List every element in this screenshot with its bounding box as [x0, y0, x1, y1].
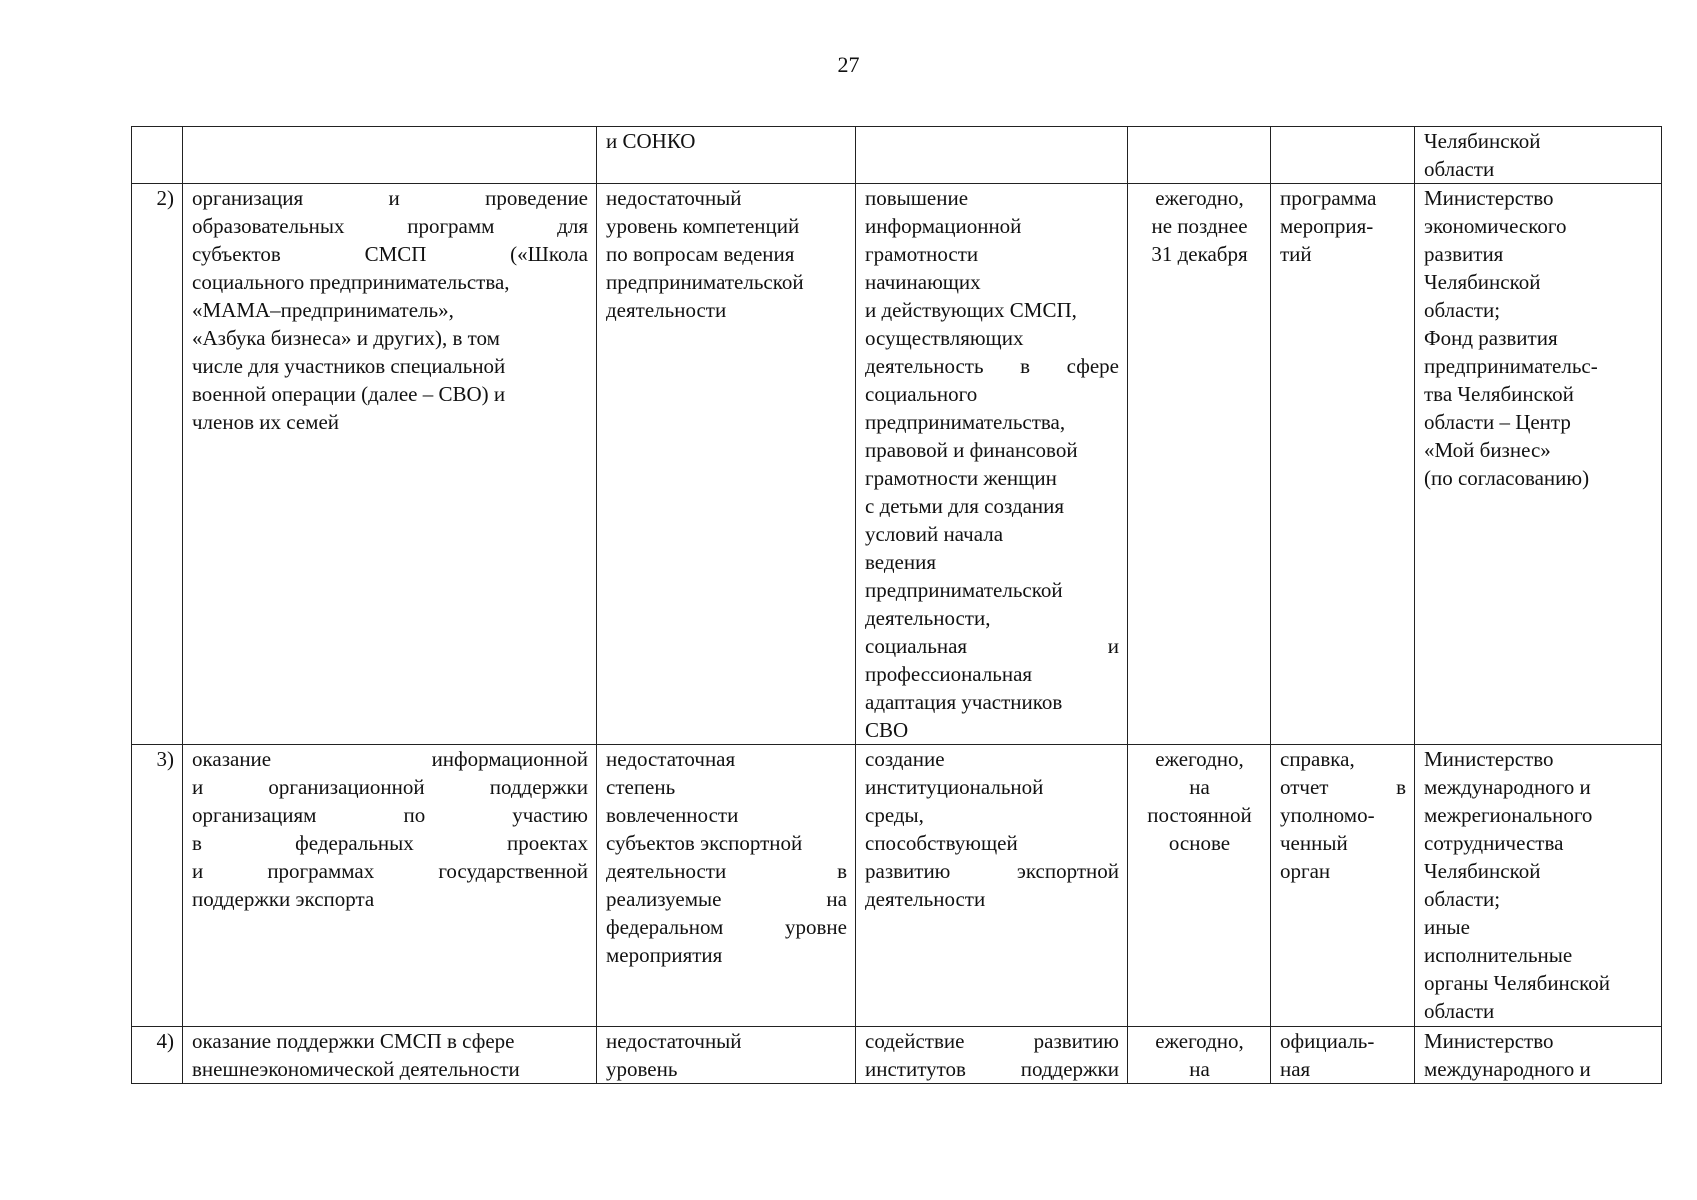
cell-line: программа: [1280, 186, 1377, 210]
row-number: 3): [132, 745, 183, 1027]
cell-line: ная: [1280, 1057, 1311, 1081]
cell-line: предпринимательс-: [1424, 354, 1598, 378]
cell-line: образовательных программ для: [192, 214, 588, 238]
result-cell: [856, 1027, 1128, 1084]
responsible-cell: [1415, 184, 1662, 745]
cell-line: грамотности: [865, 242, 979, 266]
cell-line: недостаточный: [606, 1029, 742, 1053]
cell-line: адаптация участников: [865, 690, 1063, 714]
cell-line: (по согласованию): [1424, 466, 1590, 490]
cell-line: мероприятия: [606, 943, 723, 967]
activity-cell: [183, 1027, 597, 1084]
cell-line: недостаточная: [606, 747, 736, 771]
cell-line: ежегодно,: [1155, 186, 1244, 210]
cell-line: предпринимательства,: [865, 410, 1066, 434]
cell-line: социального: [865, 382, 978, 406]
problem-cell: [597, 127, 856, 184]
cell-line: ежегодно,: [1155, 1029, 1244, 1053]
cell-line: организация и проведение: [192, 186, 588, 210]
cell-line: исполнительные: [1424, 943, 1573, 967]
table-row: [132, 745, 1662, 1027]
report-form-cell: [1271, 184, 1415, 745]
measures-table: [131, 126, 1662, 1084]
cell-line: числе для участников специальной: [192, 354, 506, 378]
cell-line: грамотности женщин: [865, 466, 1057, 490]
cell-line: вовлеченности: [606, 803, 739, 827]
cell-line: области: [1424, 157, 1495, 181]
cell-line: среды,: [865, 803, 924, 827]
cell-line: сотрудничества: [1424, 831, 1564, 855]
cell-line: Фонд развития: [1424, 326, 1558, 350]
cell-line: содействие развитию: [865, 1029, 1119, 1053]
cell-line: орган: [1280, 859, 1331, 883]
activity-cell: [183, 745, 597, 1027]
cell-line: уполномо-: [1280, 803, 1375, 827]
cell-line: в федеральных проектах: [192, 831, 588, 855]
cell-line: институциональной: [865, 775, 1044, 799]
cell-line: на: [1189, 1057, 1210, 1081]
cell-line: «МАМА–предприниматель»,: [192, 298, 454, 322]
cell-line: правовой и финансовой: [865, 438, 1078, 462]
cell-line: области: [1424, 999, 1495, 1023]
cell-line: ежегодно,: [1155, 747, 1244, 771]
cell-line: степень: [606, 775, 676, 799]
cell-line: иные: [1424, 915, 1470, 939]
cell-line: Челябинской: [1424, 270, 1541, 294]
cell-line: институтов поддержки: [865, 1057, 1119, 1081]
cell-line: профессиональная: [865, 662, 1033, 686]
cell-line: и организационной поддержки: [192, 775, 588, 799]
cell-line: постоянной: [1147, 803, 1252, 827]
cell-line: повышение: [865, 186, 969, 210]
cell-line: Челябинской: [1424, 859, 1541, 883]
cell-line: недостаточный: [606, 186, 742, 210]
deadline-cell: [1128, 184, 1271, 745]
cell-line: официаль-: [1280, 1029, 1375, 1053]
cell-line: экономического: [1424, 214, 1567, 238]
result-cell: [856, 184, 1128, 745]
cell-line: информационной: [865, 214, 1022, 238]
cell-line: мероприя-: [1280, 214, 1374, 238]
page-number: 27: [837, 52, 860, 77]
cell-line: области;: [1424, 298, 1501, 322]
report-form-cell: [1271, 745, 1415, 1027]
cell-line: не позднее: [1151, 214, 1248, 238]
cell-line: развития: [1424, 242, 1504, 266]
cell-line: ведения: [865, 550, 936, 574]
deadline-cell: [1128, 1027, 1271, 1084]
cell-line: отчет в: [1280, 775, 1406, 799]
cell-line: оказание информационной: [192, 747, 588, 771]
cell-line: предпринимательской: [865, 578, 1063, 602]
cell-line: Челябинской: [1424, 129, 1541, 153]
cell-line: Министерство: [1424, 747, 1554, 771]
cell-line: социальная и: [865, 634, 1119, 658]
cell-line: создание: [865, 747, 945, 771]
cell-line: субъектов экспортной: [606, 831, 803, 855]
cell-line: деятельности: [865, 887, 986, 911]
cell-line: деятельности,: [865, 606, 991, 630]
cell-line: способствующей: [865, 831, 1018, 855]
cell-line: внешнеэкономической деятельности: [192, 1057, 520, 1081]
cell-line: федеральном уровне: [606, 915, 847, 939]
problem-cell: [597, 184, 856, 745]
cell-line: начинающих: [865, 270, 981, 294]
cell-line: предпринимательской: [606, 270, 804, 294]
cell-line: поддержки экспорта: [192, 887, 375, 911]
cell-line: и действующих СМСП,: [865, 298, 1077, 322]
cell-line: организациям по участию: [192, 803, 588, 827]
cell-line: с детьми для создания: [865, 494, 1065, 518]
cell-line: субъектов СМСП («Школа: [192, 242, 588, 266]
problem-cell: [597, 1027, 856, 1084]
cell-line: и СОНКО: [606, 129, 696, 153]
cell-line: области – Центр: [1424, 410, 1571, 434]
cell-line: межрегионального: [1424, 803, 1593, 827]
cell-line: справка,: [1280, 747, 1355, 771]
row-number: [132, 127, 183, 184]
cell-line: международного и: [1424, 1057, 1591, 1081]
table-row: [132, 127, 1662, 184]
cell-line: тва Челябинской: [1424, 382, 1574, 406]
responsible-cell: [1415, 745, 1662, 1027]
cell-line: оказание поддержки СМСП в сфере: [192, 1029, 515, 1053]
cell-line: 31 декабря: [1151, 242, 1248, 266]
problem-cell: [597, 745, 856, 1027]
cell-line: органы Челябинской: [1424, 971, 1610, 995]
cell-line: деятельности: [606, 298, 727, 322]
result-cell: [856, 745, 1128, 1027]
result-cell: [856, 127, 1128, 184]
cell-line: основе: [1168, 831, 1231, 855]
cell-line: и программах государственной: [192, 859, 588, 883]
activity-cell: [183, 127, 597, 184]
cell-line: развитию экспортной: [865, 859, 1119, 883]
table-row: [132, 1027, 1662, 1084]
cell-line: тий: [1280, 242, 1312, 266]
cell-line: Министерство: [1424, 186, 1554, 210]
cell-line: реализуемые на: [606, 887, 847, 911]
cell-line: осуществляющих: [865, 326, 1024, 350]
deadline-cell: [1128, 127, 1271, 184]
cell-line: ченный: [1280, 831, 1348, 855]
responsible-cell: [1415, 1027, 1662, 1084]
cell-line: области;: [1424, 887, 1501, 911]
report-form-cell: [1271, 1027, 1415, 1084]
cell-line: военной операции (далее – СВО) и: [192, 382, 506, 406]
table-row: [132, 184, 1662, 745]
cell-line: по вопросам ведения: [606, 242, 795, 266]
cell-line: деятельности в: [606, 859, 847, 883]
cell-line: уровень компетенций: [606, 214, 800, 238]
row-number: 4): [132, 1027, 183, 1084]
cell-line: международного и: [1424, 775, 1591, 799]
deadline-cell: [1128, 745, 1271, 1027]
cell-line: СВО: [865, 718, 909, 742]
cell-line: условий начала: [865, 522, 1004, 546]
cell-line: уровень: [606, 1057, 678, 1081]
report-form-cell: [1271, 127, 1415, 184]
responsible-cell: [1415, 127, 1662, 184]
cell-line: членов их семей: [192, 410, 339, 434]
cell-line: Министерство: [1424, 1029, 1554, 1053]
cell-line: социального предпринимательства,: [192, 270, 510, 294]
cell-line: на: [1189, 775, 1210, 799]
cell-line: деятельность в сфере: [865, 354, 1119, 378]
activity-cell: [183, 184, 597, 745]
cell-line: «Азбука бизнеса» и других), в том: [192, 326, 500, 350]
row-number: 2): [132, 184, 183, 745]
cell-line: «Мой бизнес»: [1424, 438, 1551, 462]
